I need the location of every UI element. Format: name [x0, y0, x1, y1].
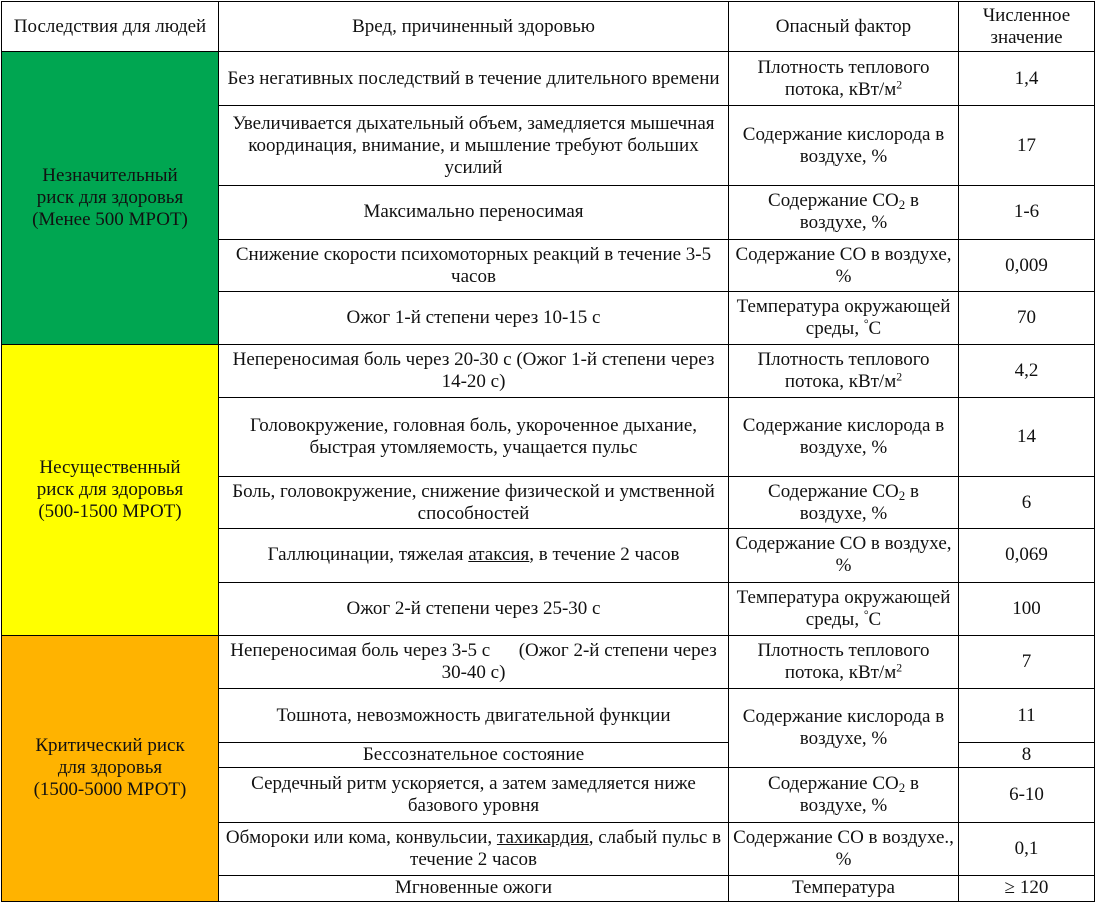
harm-cell: Снижение скорости психомоторных реакций в течение 3-5 часов: [219, 240, 729, 292]
value-cell: 70: [959, 292, 1095, 345]
harm-cell: Мгновенные ожоги: [219, 875, 729, 901]
table-row: [2, 52, 1095, 106]
factor-cell: Содержание $СО_2$ в воздухе, %: [729, 477, 959, 529]
category-label-line: Незначительный: [42, 165, 178, 187]
value-cell: 6-10: [959, 768, 1095, 822]
harm-cell: Галлюцинации, тяжелая атаксия, в течение 2 часов: [219, 529, 729, 582]
factor-cell: Содержание кислорода в воздухе, %: [729, 397, 959, 476]
factor-cell: Температура окружающей среды, °С: [729, 582, 959, 635]
harm-cell: Боль, головокружение, снижение физической и умственной способностей: [219, 477, 729, 529]
value-cell: 100: [959, 582, 1095, 635]
category-medium-risk: [2, 345, 219, 635]
category-label-line: (Менее 500 МРОТ): [32, 209, 188, 231]
factor-cell: Температура: [729, 875, 959, 901]
value-cell: 14: [959, 397, 1095, 476]
harm-cell: Головокружение, головная боль, укороченное дыхание, быстрая утомляемость, учащается пульс: [219, 397, 729, 476]
harm-cell: Тошнота, невозможность двигательной функции: [219, 688, 729, 742]
value-cell: 0,1: [959, 822, 1095, 875]
harm-cell: Без негативных последствий в течение длительного времени: [219, 52, 729, 106]
factor-cell: Содержание $СО_2$ в воздухе, %: [729, 768, 959, 822]
header-row: [2, 2, 1095, 52]
header-consequences: Последствия для людей: [2, 2, 219, 52]
value-cell: 11: [959, 688, 1095, 742]
table-row: [2, 345, 1095, 397]
factor-cell: Содержание СО в воздухе, %: [729, 529, 959, 582]
factor-cell: Плотность теплового потока, кВт/$м^2$: [729, 635, 959, 688]
factor-cell: Содержание СО в воздухе, %: [729, 240, 959, 292]
harm-cell: Максимально переносимая: [219, 185, 729, 239]
category-label-line: (1500-5000 МРОТ): [33, 779, 187, 801]
factor-cell: Температура окружающей среды, °С: [729, 292, 959, 345]
header-value: Численное значение: [959, 2, 1095, 52]
harm-cell: Обмороки или кома, конвульсии, тахикардия, слабый пульс в течение 2 часов: [219, 822, 729, 875]
harm-cell: Ожог 2-й степени через 25-30 с: [219, 582, 729, 635]
factor-cell: Плотность теплового потока, кВт/$м^2$: [729, 345, 959, 397]
value-cell: 1,4: [959, 52, 1095, 106]
table-row: [2, 635, 1095, 688]
value-cell: ≥ 120: [959, 875, 1095, 901]
factor-cell: Содержание $СО_2$ в воздухе, %: [729, 185, 959, 239]
value-cell: 17: [959, 106, 1095, 185]
harm-cell: Бессознательное состояние: [219, 743, 729, 768]
risk-table: [1, 1, 1095, 902]
ataxia-link[interactable]: атаксия: [468, 544, 530, 566]
harm-cell: Сердечный ритм ускоряется, а затем замедляется ниже базового уровня: [219, 768, 729, 822]
factor-cell: Содержание кислорода в воздухе, %: [729, 106, 959, 185]
factor-cell: Плотность теплового потока, кВт/$м^2$: [729, 52, 959, 106]
value-cell: 4,2: [959, 345, 1095, 397]
category-critical-risk: [2, 635, 219, 901]
header-harm: Вред, причиненный здоровью: [219, 2, 729, 52]
harm-cell: Непереносимая боль через 20-30 с (Ожог 1-й степени через 14-20 с): [219, 345, 729, 397]
header-factor: Опасный фактор: [729, 2, 959, 52]
factor-cell: Содержание кислорода в воздухе, %: [729, 688, 959, 767]
category-label-line: риск для здоровья: [36, 479, 184, 501]
value-cell: 1-6: [959, 185, 1095, 239]
category-low-risk: [2, 52, 219, 345]
category-label-line: (500-1500 МРОТ): [38, 501, 182, 523]
value-cell: 0,069: [959, 529, 1095, 582]
factor-cell: Содержание СО в воздухе., %: [729, 822, 959, 875]
value-cell: 7: [959, 635, 1095, 688]
value-cell: 0,009: [959, 240, 1095, 292]
category-label-line: риск для здоровья: [36, 187, 184, 209]
category-label-line: Критический риск: [35, 735, 185, 757]
harm-cell: Непереносимая боль через 3-5 с (Ожог 2-й степени через 30-40 с): [219, 635, 729, 688]
harm-cell: Увеличивается дыхательный объем, замедляется мышечная координация, внимание, и мышление требуют больших усилий: [219, 106, 729, 185]
value-cell: 8: [959, 743, 1095, 768]
harm-cell: Ожог 1-й степени через 10-15 с: [219, 292, 729, 345]
category-label-line: Несущественный: [39, 457, 181, 479]
tachycardia-link[interactable]: тахикардия: [496, 826, 589, 848]
category-label-line: для здоровья: [57, 757, 163, 779]
value-cell: 6: [959, 477, 1095, 529]
